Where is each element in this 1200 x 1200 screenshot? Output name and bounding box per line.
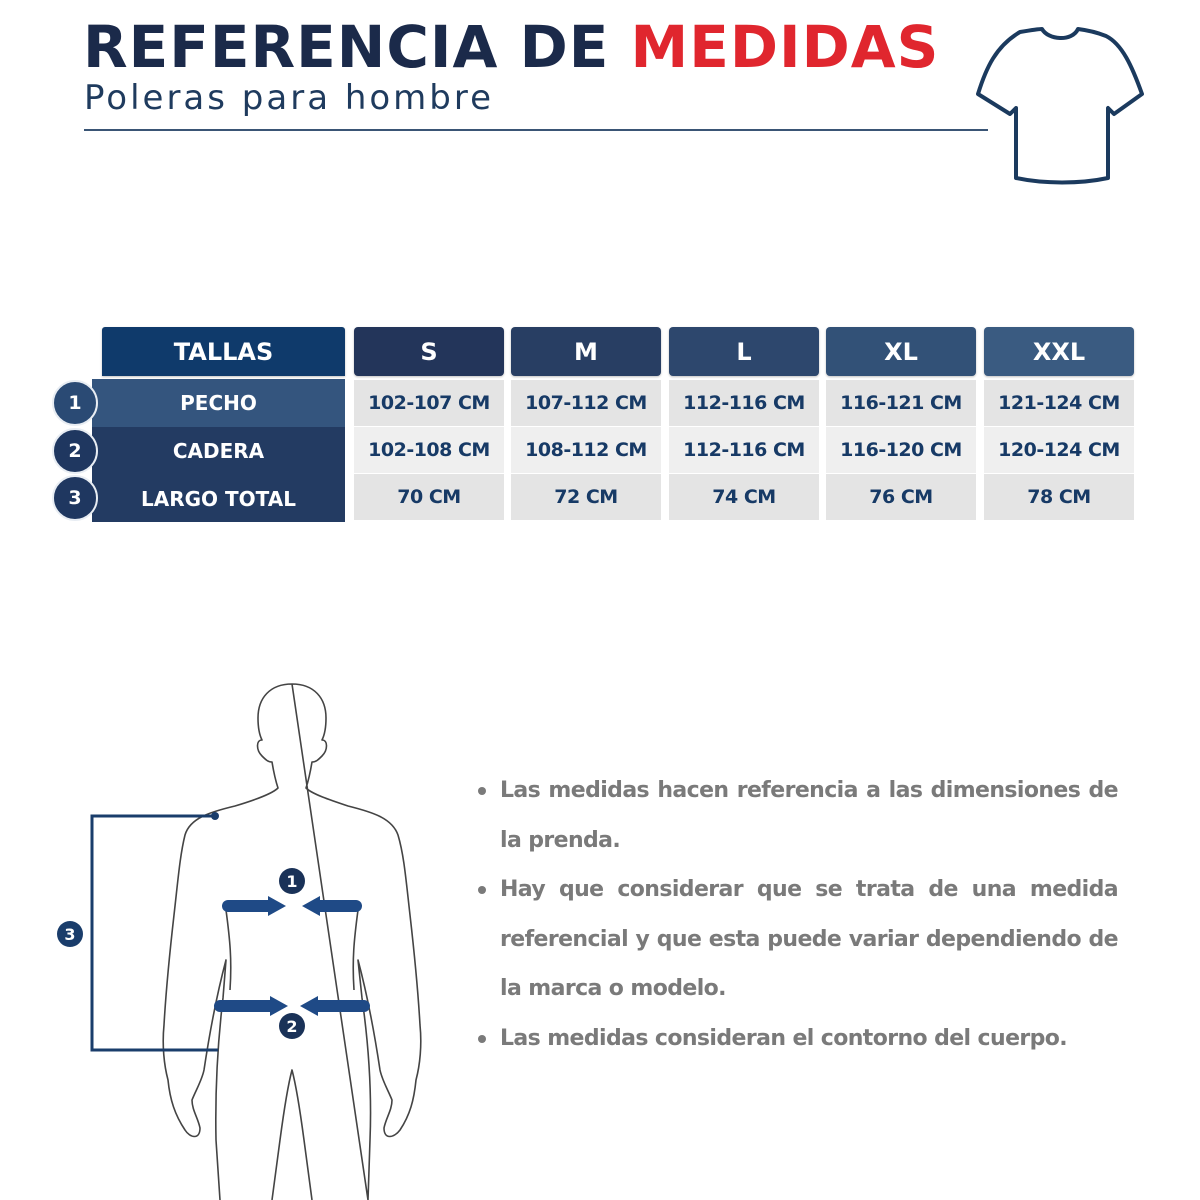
cell-largo-l: 74 CM	[669, 474, 819, 520]
cell-cadera-m: 108-112 CM	[511, 427, 661, 473]
title-accent: MEDIDAS	[630, 13, 940, 81]
cell-cadera-xl: 116-120 CM	[826, 427, 976, 473]
column-header-s: S	[354, 327, 504, 376]
title-main: REFERENCIA DE	[83, 13, 610, 81]
column-header-xl: XL	[826, 327, 976, 376]
marker-1: 1	[286, 872, 298, 891]
row-label-largo-total: LARGO TOTAL	[92, 475, 345, 522]
cell-cadera-xxl: 120-124 CM	[984, 427, 1134, 473]
cell-largo-m: 72 CM	[511, 474, 661, 520]
note-item	[478, 766, 1118, 865]
note-item	[478, 1014, 1118, 1064]
row-label-pecho: PECHO	[92, 379, 345, 427]
notes-list	[478, 766, 1118, 1063]
marker-3: 3	[64, 925, 76, 944]
cell-largo-s: 70 CM	[354, 474, 504, 520]
page-title	[83, 12, 939, 82]
row-number-3: 3	[52, 475, 98, 521]
bullet-icon	[478, 886, 486, 894]
column-header-tallas: TALLAS	[102, 327, 345, 376]
page-subtitle: Poleras para hombre	[84, 78, 495, 118]
cell-largo-xxl: 78 CM	[984, 474, 1134, 520]
tshirt-icon	[972, 26, 1148, 188]
column-header-xxl: XXL	[984, 327, 1134, 376]
note-item	[478, 865, 1118, 1014]
row-number-2: 2	[52, 428, 98, 474]
cell-pecho-m: 107-112 CM	[511, 380, 661, 426]
row-number-1: 1	[52, 380, 98, 426]
cell-pecho-xl: 116-121 CM	[826, 380, 976, 426]
note-text: Las medidas hacen referencia a las dimensiones de la prenda.	[500, 778, 1118, 853]
cell-largo-xl: 76 CM	[826, 474, 976, 520]
cell-pecho-s: 102-107 CM	[354, 380, 504, 426]
column-header-m: M	[511, 327, 661, 376]
cell-pecho-l: 112-116 CM	[669, 380, 819, 426]
column-header-l: L	[669, 327, 819, 376]
bullet-icon	[478, 787, 486, 795]
note-text: Hay que considerar que se trata de una medida referencial y que esta puede variar dependiendo de la marca o modelo.	[500, 877, 1118, 1001]
row-label-cadera: CADERA	[92, 427, 345, 475]
bullet-icon	[478, 1035, 486, 1043]
body-silhouette-icon	[40, 670, 460, 1200]
header-divider	[84, 129, 988, 131]
cell-cadera-s: 102-108 CM	[354, 427, 504, 473]
marker-2: 2	[286, 1017, 298, 1036]
note-text: Las medidas consideran el contorno del cuerpo.	[500, 1025, 1068, 1051]
cell-pecho-xxl: 121-124 CM	[984, 380, 1134, 426]
cell-cadera-l: 112-116 CM	[669, 427, 819, 473]
